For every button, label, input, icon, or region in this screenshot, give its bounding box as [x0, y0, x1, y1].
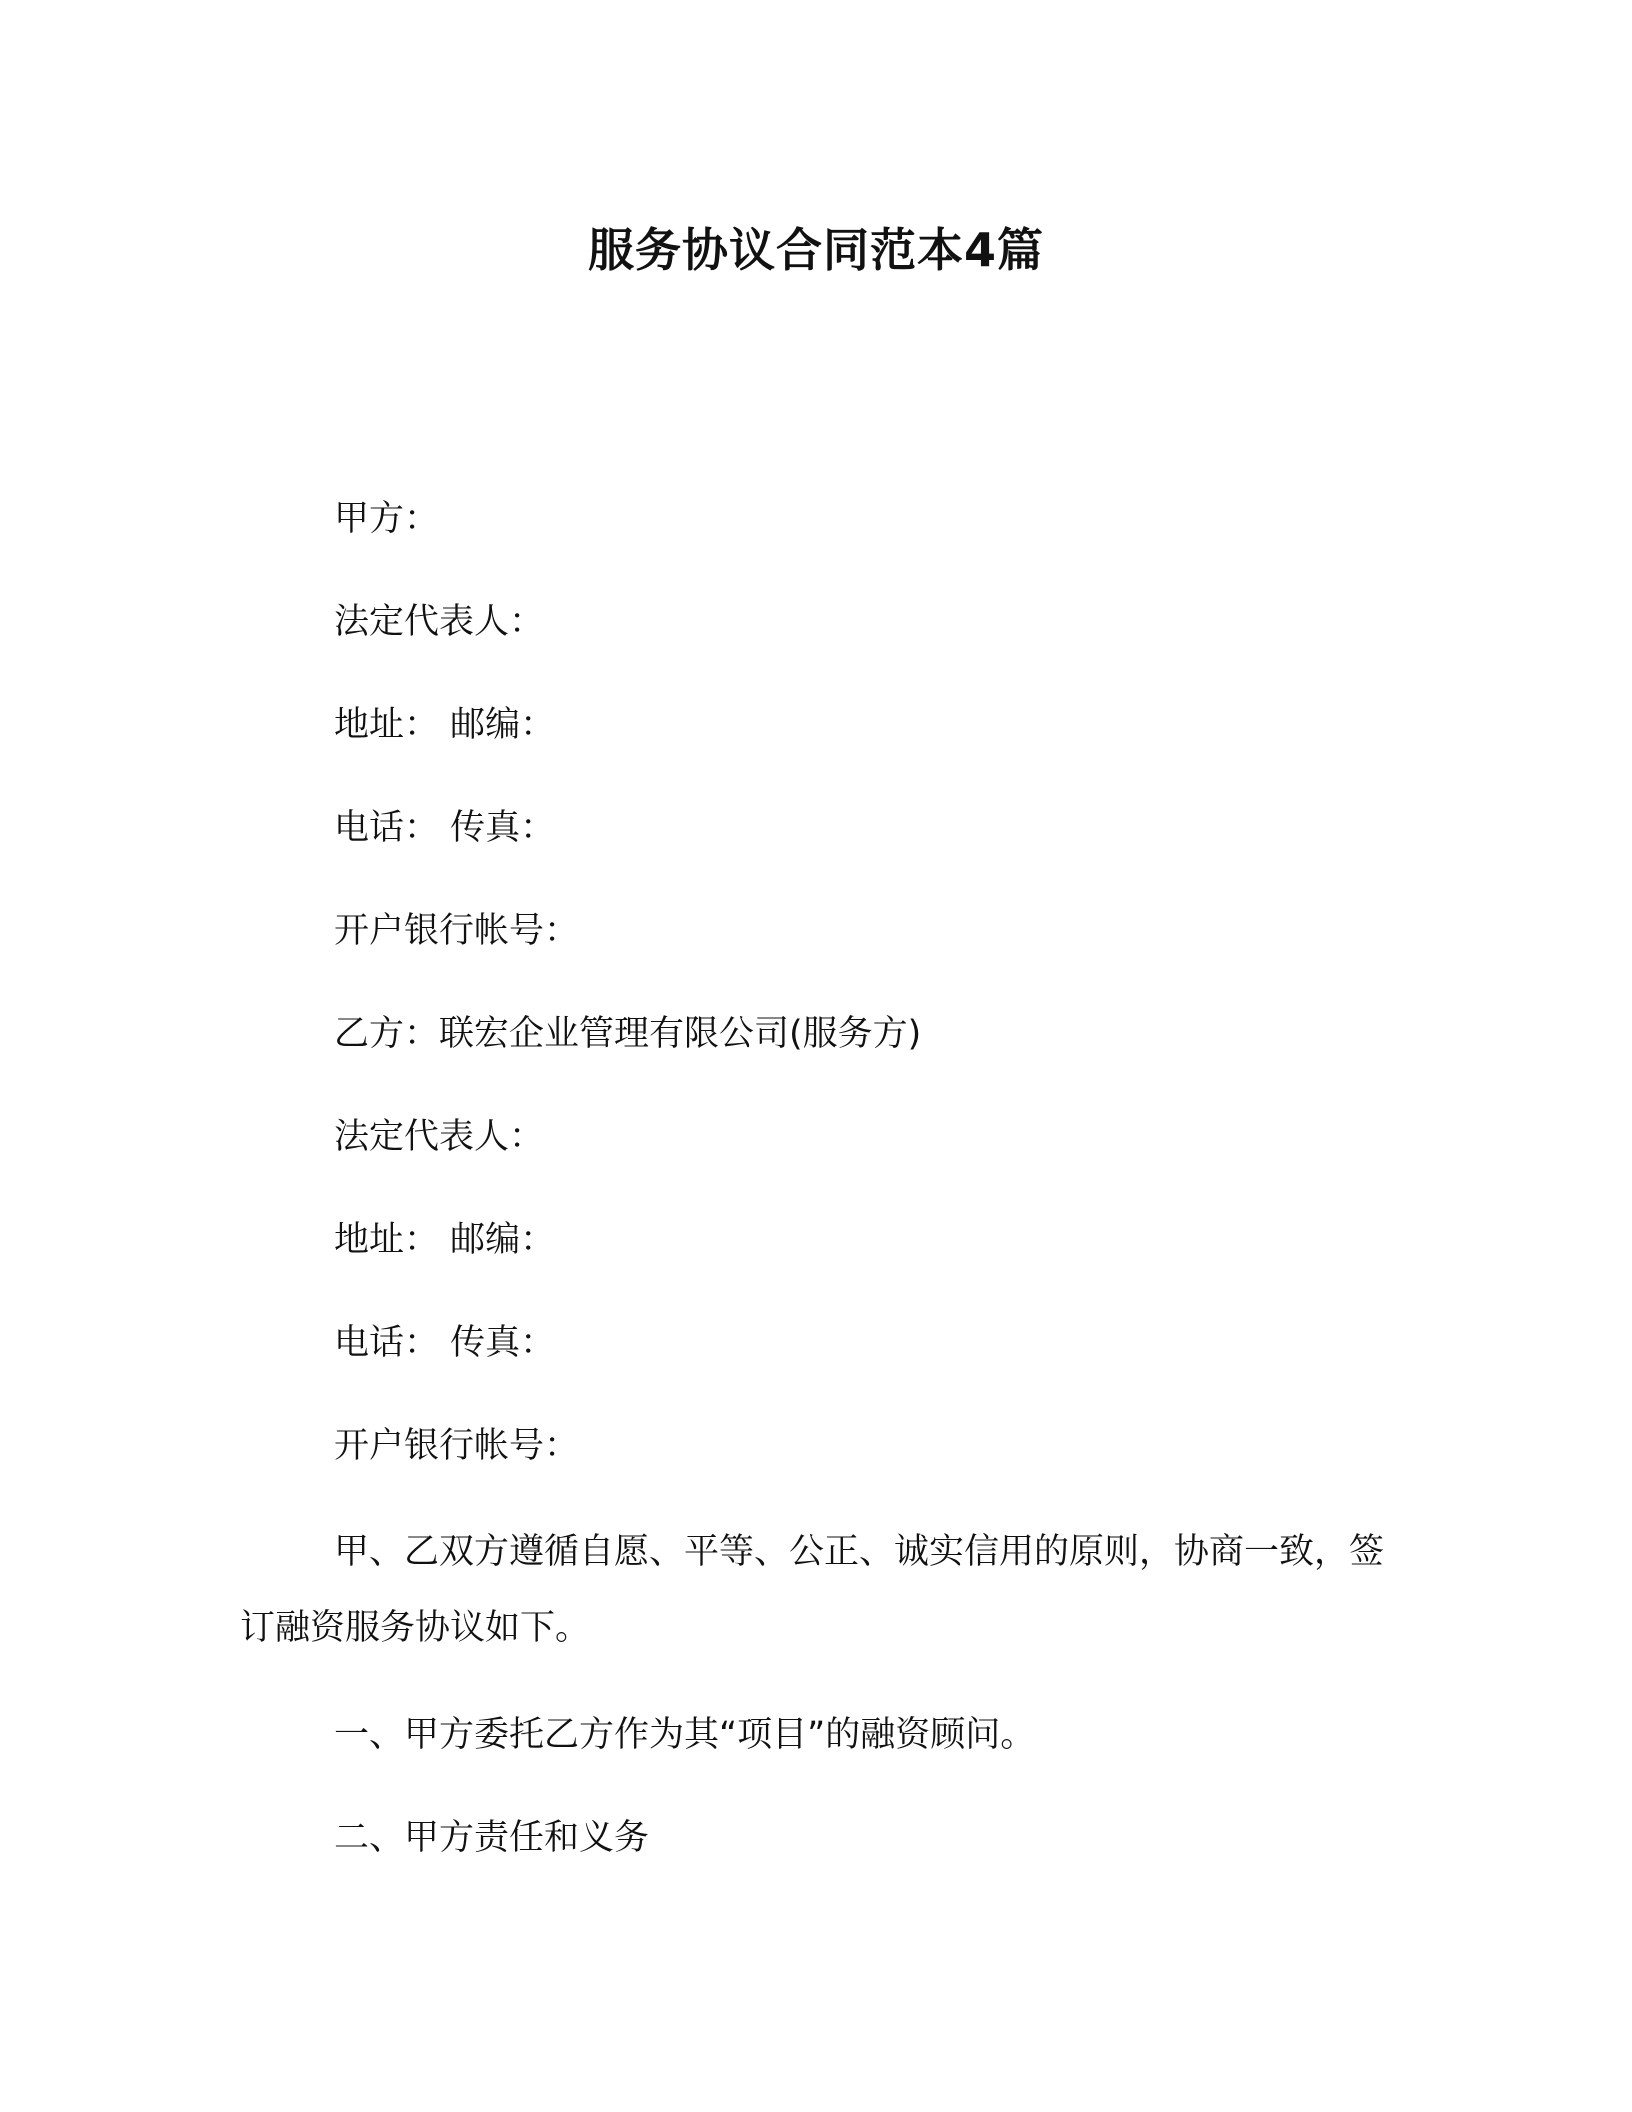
document-title: 服务协议合同范本4篇	[587, 223, 1044, 277]
clause-two-heading: 二、甲方责任和义务	[334, 1818, 650, 1858]
party-b-address-label: 地址： 邮编：	[334, 1220, 556, 1260]
party-b-phone-label: 电话： 传真：	[334, 1323, 556, 1363]
party-a-bank-label: 开户银行帐号：	[334, 911, 580, 951]
party-b-representative-label: 法定代表人：	[334, 1117, 545, 1157]
intro-paragraph: 甲、乙双方遵循自愿、平等、公正、诚实信用的原则，协商一致，签订融资服务协议如下。	[240, 1532, 1385, 1648]
party-a-name-label: 甲方：	[334, 499, 440, 539]
party-a-address-label: 地址： 邮编：	[334, 705, 556, 745]
party-a-phone-label: 电话： 传真：	[334, 808, 556, 848]
clause-one: 一、甲方委托乙方作为其“项目”的融资顾问。	[334, 1715, 1036, 1755]
party-b-name-label: 乙方：联宏企业管理有限公司(服务方)	[334, 1014, 922, 1054]
party-b-bank-label: 开户银行帐号：	[334, 1426, 580, 1466]
party-a-representative-label: 法定代表人：	[334, 602, 545, 642]
